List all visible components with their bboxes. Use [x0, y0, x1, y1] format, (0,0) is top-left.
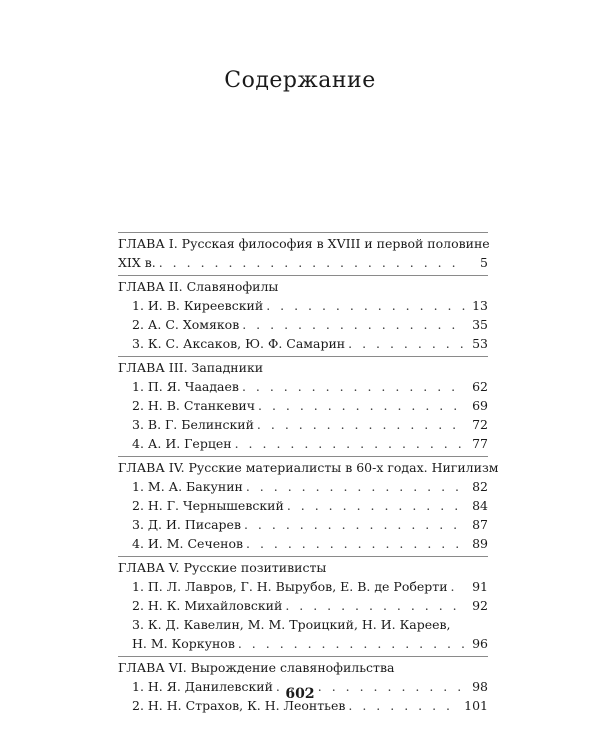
toc-page-number: 87	[472, 517, 488, 532]
table-of-contents	[118, 232, 499, 718]
toc-entry-label: 1. М. А. Бакунин	[132, 479, 243, 494]
toc-entry-label: 3. К. С. Аксаков, Ю. Ф. Самарин	[132, 336, 346, 351]
leader-dots	[242, 315, 465, 334]
toc-page-number: 82	[472, 479, 488, 494]
toc-page-number: 96	[472, 636, 488, 651]
toc-chapter-1	[118, 232, 488, 272]
toc-chapter-title: ГЛАВА V. Русские позитивисты	[118, 560, 327, 575]
leader-dots	[348, 334, 465, 353]
toc-chapter-5	[118, 556, 488, 653]
toc-entry-label: 1. Н. Я. Данилевский	[132, 679, 273, 694]
toc-entry	[118, 596, 488, 615]
toc-entry	[118, 296, 488, 315]
toc-entry-label: 2. Н. Н. Страхов, К. Н. Леонтьев	[132, 698, 346, 713]
toc-page-number: 13	[472, 298, 488, 313]
toc-page-number: 101	[464, 698, 488, 713]
leader-dots	[285, 596, 465, 615]
toc-entry-label: 2. А. С. Хомяков	[132, 317, 240, 332]
toc-chapter-title: ГЛАВА I. Русская философия в XVIII и первой половине	[118, 236, 490, 251]
leader-dots	[287, 496, 465, 515]
leader-dots	[266, 296, 465, 315]
toc-chapter-title: ГЛАВА IV. Русские материалисты в 60-х годах. Нигилизм	[118, 460, 499, 475]
toc-chapter-title-continued: XIX в.	[118, 255, 156, 270]
folio-page-number: 602	[285, 686, 315, 702]
toc-page-number: 35	[472, 317, 488, 332]
toc-chapter-heading	[118, 658, 488, 677]
leader-dots	[246, 477, 465, 496]
toc-chapter-heading	[118, 358, 488, 377]
toc-entry-label: 3. К. Д. Кавелин, М. М. Троицкий, Н. И. Кареев,	[132, 617, 451, 632]
toc-chapter-heading	[118, 277, 488, 296]
toc-chapter-4	[118, 456, 499, 553]
toc-entry-continued	[118, 634, 488, 653]
toc-chapter-3	[118, 356, 488, 453]
toc-entry-label: 2. Н. В. Станкевич	[132, 398, 255, 413]
toc-entry-label: 1. П. Я. Чаадаев	[132, 379, 239, 394]
toc-entry	[118, 515, 488, 534]
toc-entry-label: 3. В. Г. Белинский	[132, 417, 254, 432]
toc-entry-label: 3. Д. И. Писарев	[132, 517, 241, 532]
toc-chapter-heading	[118, 234, 488, 253]
toc-entry	[118, 415, 488, 434]
toc-page-number: 53	[472, 336, 488, 351]
toc-entry-label: 2. Н. Г. Чернышевский	[132, 498, 284, 513]
toc-entry	[118, 577, 488, 596]
leader-dots	[244, 515, 465, 534]
toc-page-number: 91	[472, 579, 488, 594]
leader-dots	[235, 434, 465, 453]
toc-chapter-heading	[118, 558, 488, 577]
toc-entry-label-continued: Н. М. Коркунов	[132, 636, 235, 651]
toc-page-number: 89	[472, 536, 488, 551]
toc-entry	[118, 615, 488, 634]
toc-entry-label: 4. И. М. Сеченов	[132, 536, 244, 551]
toc-page-number: 69	[472, 398, 488, 413]
toc-page-number: 72	[472, 417, 488, 432]
leader-dots	[242, 377, 465, 396]
toc-entry-label: 1. И. В. Киреевский	[132, 298, 264, 313]
toc-page-number: 5	[480, 255, 488, 270]
toc-page-number: 62	[472, 379, 488, 394]
toc-entry-label: 1. П. Л. Лавров, Г. Н. Вырубов, Е. В. де Роберти	[132, 579, 448, 594]
toc-entry	[118, 377, 488, 396]
toc-chapter-heading-continued	[118, 253, 488, 272]
toc-chapter-title: ГЛАВА VI. Вырождение славянофильства	[118, 660, 395, 675]
toc-page-number: 84	[472, 498, 488, 513]
toc-chapter-2	[118, 275, 488, 353]
toc-entry	[118, 477, 488, 496]
leader-dots	[246, 534, 465, 553]
page-title: Содержание	[224, 68, 376, 93]
toc-page-number: 92	[472, 598, 488, 613]
toc-page-number: 77	[472, 436, 488, 451]
toc-chapter-title: ГЛАВА III. Западники	[118, 360, 264, 375]
toc-chapter-heading	[118, 458, 499, 477]
toc-entry	[118, 315, 488, 334]
leader-dots	[257, 415, 465, 434]
toc-entry	[118, 396, 488, 415]
leader-dots	[451, 577, 465, 596]
toc-page-number: 98	[472, 679, 488, 694]
leader-dots	[258, 396, 465, 415]
leader-dots	[238, 634, 465, 653]
toc-entry	[118, 496, 488, 515]
toc-entry	[118, 334, 488, 353]
leader-dots	[159, 253, 465, 272]
toc-entry-label: 4. А. И. Герцен	[132, 436, 232, 451]
toc-chapter-title: ГЛАВА II. Славянофилы	[118, 279, 279, 294]
toc-entry	[118, 534, 488, 553]
toc-entry	[118, 434, 488, 453]
toc-entry-label: 2. Н. К. Михайловский	[132, 598, 283, 613]
